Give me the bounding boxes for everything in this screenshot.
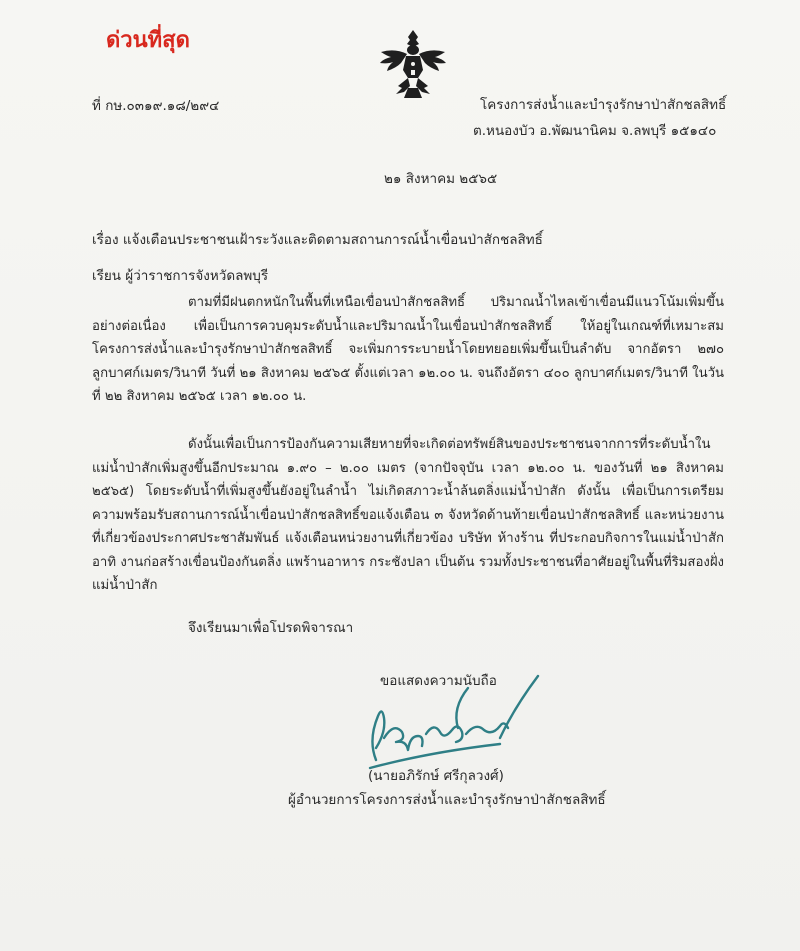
sender-location: ต.หนองบัว อ.พัฒนานิคม จ.ลพบุรี ๑๕๑๔๐: [473, 123, 717, 139]
sender-office: โครงการส่งน้ำและบำรุงรักษาป่าสักชลสิทธิ์: [480, 97, 727, 113]
reference-number: ที่ กษ.๐๓๑๙.๑๘/๒๙๔: [92, 98, 220, 114]
regards-line: ขอแสดงความนับถือ: [380, 673, 497, 689]
letter-date: ๒๑ สิงหาคม ๒๕๖๕: [384, 171, 498, 187]
letter-recipient: เรียน ผู้ว่าราชการจังหวัดลพบุรี: [92, 268, 269, 284]
paragraph-1-text: ตามที่มีฝนตกหนักในพื้นที่เหนือเขื่อนป่าสักชลสิทธิ์ ปริมาณน้ำไหลเข้าเขื่อนมีแนวโน้มเพิ่มขึ้นอย่างต่อเนื่อง เพื่อเป็นการควบคุมระดับน้ำและปริมาณน้ำในเขื่อนป่าสักชลสิทธิ์ ให้อยู่ในเกณฑ์ที่เหมาะสม โครงการส่งน้ำและบำรุงรักษาป่าสักชลสิทธิ์ จะเพิ่มการระบายน้ำโดยทยอยเพิ่มขึ้นเป็นลำดับ จากอัตรา ๒๗๐ ลูกบาศก์เมตร/วินาที วันที่ ๒๑ สิงหาคม ๒๕๖๕ ตั้งแต่เวลา ๑๒.๐๐ น. จนถึงอัตรา ๔๐๐ ลูกบาศก์เมตร/วินาที ในวันที่ ๒๒ สิงหาคม ๒๕๖๕ เวลา ๑๒.๐๐ น.: [92, 295, 724, 404]
body-paragraph-1: [92, 291, 724, 409]
signatory-name: (นายอภิรักษ์ ศรีกุลวงศ์): [368, 768, 504, 784]
sender-address: [473, 92, 727, 144]
urgency-label: ด่วนที่สุด: [106, 28, 190, 53]
closing-line: จึงเรียนมาเพื่อโปรดพิจารณา: [188, 620, 354, 636]
paragraph-2-text: ดังนั้นเพื่อเป็นการป้องกันความเสียหายที่จะเกิดต่อทรัพย์สินของประชาชนจากการที่ระดับน้ำในแม่น้ำป่าสักเพิ่มสูงขึ้นอีกประมาณ ๑.๙๐ – ๒.๐๐ เมตร (จากปัจจุบัน เวลา ๑๒.๐๐ น. ของวันที่ ๒๑ สิงหาคม ๒๕๖๕) โดยระดับน้ำที่เพิ่มสูงขึ้นยังอยู่ในลำน้ำ ไม่เกิดสภาวะน้ำล้นตลิ่งแม่น้ำป่าสัก ดังนั้น เพื่อเป็นการเตรียมความพร้อมรับสถานการณ์น้ำเขื่อนป่าสักชลสิทธิ์ขอแจ้งเตือน ๓ จังหวัดด้านท้ายเขื่อนป่าสักชลสิทธิ์ และหน่วยงานที่เกี่ยวข้องประกาศประชาสัมพันธ์ แจ้งเตือนหน่วยงานที่เกี่ยวข้อง บริษัท ห้างร้าน ที่ประกอบกิจการในแม่น้ำป่าสัก อาทิ งานก่อสร้างเขื่อนป้องกันตลิ่ง แพร้านอาหาร กระชังปลา เป็นต้น รวมทั้งประชาชนที่อาศัยอยู่ในพื้นที่ริมสองฝั่งแม่น้ำป่าสัก: [92, 437, 724, 593]
handwritten-signature: [340, 668, 550, 778]
body-paragraph-2: [92, 433, 724, 598]
garuda-emblem-icon: [378, 28, 448, 102]
signatory-title: ผู้อำนวยการโครงการส่งน้ำและบำรุงรักษาป่าสักชลสิทธิ์: [288, 792, 606, 808]
letter-subject: เรื่อง แจ้งเตือนประชาชนเฝ้าระวังและติดตามสถานการณ์น้ำเขื่อนป่าสักชลสิทธิ์: [92, 232, 543, 248]
